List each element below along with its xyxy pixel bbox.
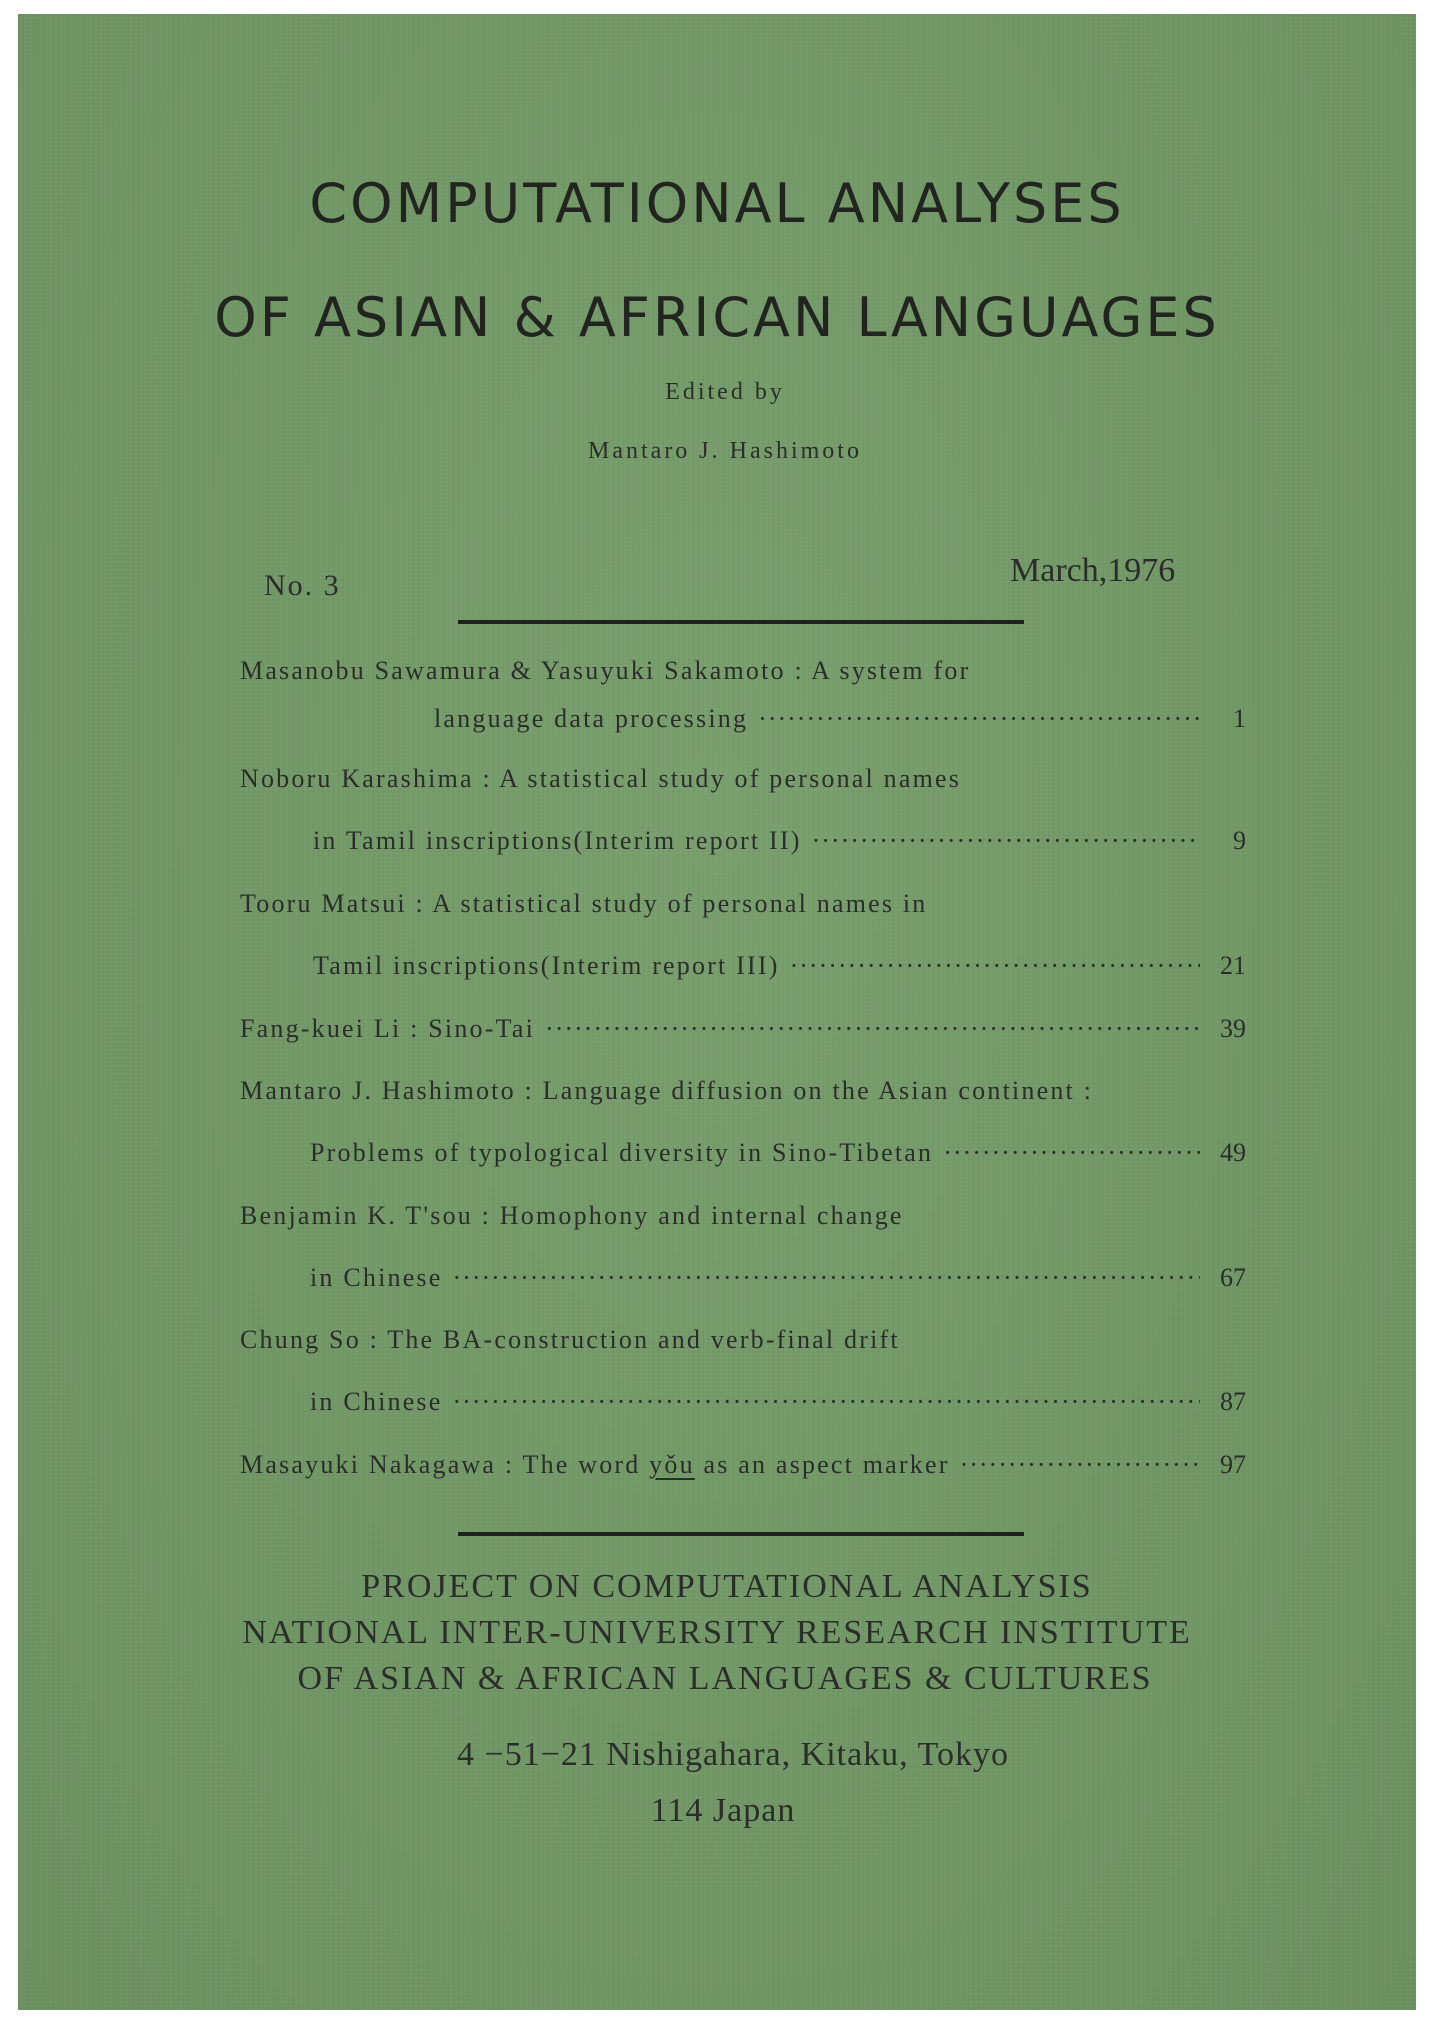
publisher-line3: OF ASIAN & AFRICAN LANGUAGES & CULTURES bbox=[297, 1660, 1153, 1697]
journal-cover bbox=[18, 14, 1416, 2010]
toc-entry-3-title-cont: Tamil inscriptions(Interim report III) bbox=[313, 951, 780, 980]
toc-entry-3-leader bbox=[790, 951, 1200, 981]
toc-entry-3-author-title: Tooru Matsui : A statistical study of personal names in bbox=[240, 889, 928, 918]
publisher-line1: PROJECT ON COMPUTATIONAL ANALYSIS bbox=[361, 1568, 1093, 1605]
toc-entry-3-page: 21 bbox=[1220, 951, 1246, 980]
toc-entry-8-title bbox=[240, 1450, 950, 1480]
toc-entry-4-author-title: Fang-kuei Li : Sino-Tai bbox=[240, 1014, 536, 1043]
toc-entry-4-leader bbox=[545, 1014, 1200, 1044]
toc-entry-5-page: 49 bbox=[1220, 1138, 1246, 1167]
toc-entry-8-page: 97 bbox=[1220, 1450, 1246, 1479]
toc-entry-8-leader bbox=[960, 1450, 1200, 1480]
toc-entry-8-title-pre: Masayuki Nakagawa : The word bbox=[240, 1450, 650, 1479]
toc-entry-2-author-title: Noboru Karashima : A statistical study of personal names bbox=[240, 764, 962, 793]
address-line2: 114 Japan bbox=[650, 1792, 796, 1829]
bottom-divider bbox=[458, 1532, 1024, 1536]
editor-name: Mantaro J. Hashimoto bbox=[588, 438, 862, 464]
toc-entry-7-continuation bbox=[310, 1387, 1246, 1417]
toc-entry-6-continuation bbox=[310, 1263, 1246, 1293]
toc-entry-7-page: 87 bbox=[1220, 1387, 1246, 1416]
toc-entry-8-underlined-word: yǒu bbox=[649, 1450, 695, 1479]
top-divider bbox=[458, 620, 1024, 624]
toc-entry-6-title-cont: in Chinese bbox=[310, 1263, 443, 1292]
toc-entry-2-continuation bbox=[313, 826, 1246, 856]
publisher-line2: NATIONAL INTER-UNIVERSITY RESEARCH INSTITUTE bbox=[242, 1614, 1192, 1651]
toc-entry-1-title-cont: language data processing bbox=[434, 704, 749, 733]
toc-entry-1-page: 1 bbox=[1233, 704, 1246, 733]
toc-entry-6-page: 67 bbox=[1220, 1263, 1246, 1292]
toc-entry-5-author-title: Mantaro J. Hashimoto : Language diffusion on the Asian continent : bbox=[240, 1076, 1094, 1105]
toc-entry-8 bbox=[240, 1450, 1246, 1480]
toc-entry-1-continuation bbox=[434, 704, 1246, 734]
toc-entry-7-author-title: Chung So : The BA-construction and verb-final drift bbox=[240, 1325, 900, 1354]
toc-entry-8-title-post: as an aspect marker bbox=[694, 1450, 950, 1479]
toc-entry-2-title-cont: in Tamil inscriptions(Interim report II) bbox=[313, 826, 802, 855]
journal-title-line2: OF ASIAN & AFRICAN LANGUAGES bbox=[214, 286, 1220, 349]
toc-entry-1-leader bbox=[758, 704, 1200, 734]
issue-number: No. 3 bbox=[264, 569, 341, 602]
toc-entry-1-author-title: Masanobu Sawamura & Yasuyuki Sakamoto : A system for bbox=[240, 656, 971, 685]
toc-entry-6-leader bbox=[453, 1263, 1201, 1293]
toc-entry-6-author-title: Benjamin K. T'sou : Homophony and internal change bbox=[240, 1201, 904, 1230]
toc-entry-5-title-cont: Problems of typological diversity in Sino-Tibetan bbox=[310, 1138, 934, 1167]
toc-entry-2-page: 9 bbox=[1233, 826, 1246, 855]
toc-entry-7-title-cont: in Chinese bbox=[310, 1387, 443, 1416]
journal-title-line1: COMPUTATIONAL ANALYSES bbox=[309, 172, 1125, 235]
toc-entry-5-continuation bbox=[310, 1138, 1246, 1168]
edited-by-label: Edited by bbox=[665, 379, 785, 405]
toc-entry-2-leader bbox=[812, 826, 1200, 856]
address-line1: 4 −51−21 Nishigahara, Kitaku, Tokyo bbox=[457, 1736, 1009, 1773]
toc-entry-7-leader bbox=[453, 1387, 1201, 1417]
toc-entry-4-page: 39 bbox=[1220, 1014, 1246, 1043]
toc-entry-4 bbox=[240, 1014, 1246, 1044]
toc-entry-5-leader bbox=[943, 1138, 1200, 1168]
toc-entry-3-continuation bbox=[313, 951, 1246, 981]
issue-date: March,1976 bbox=[1010, 552, 1176, 589]
